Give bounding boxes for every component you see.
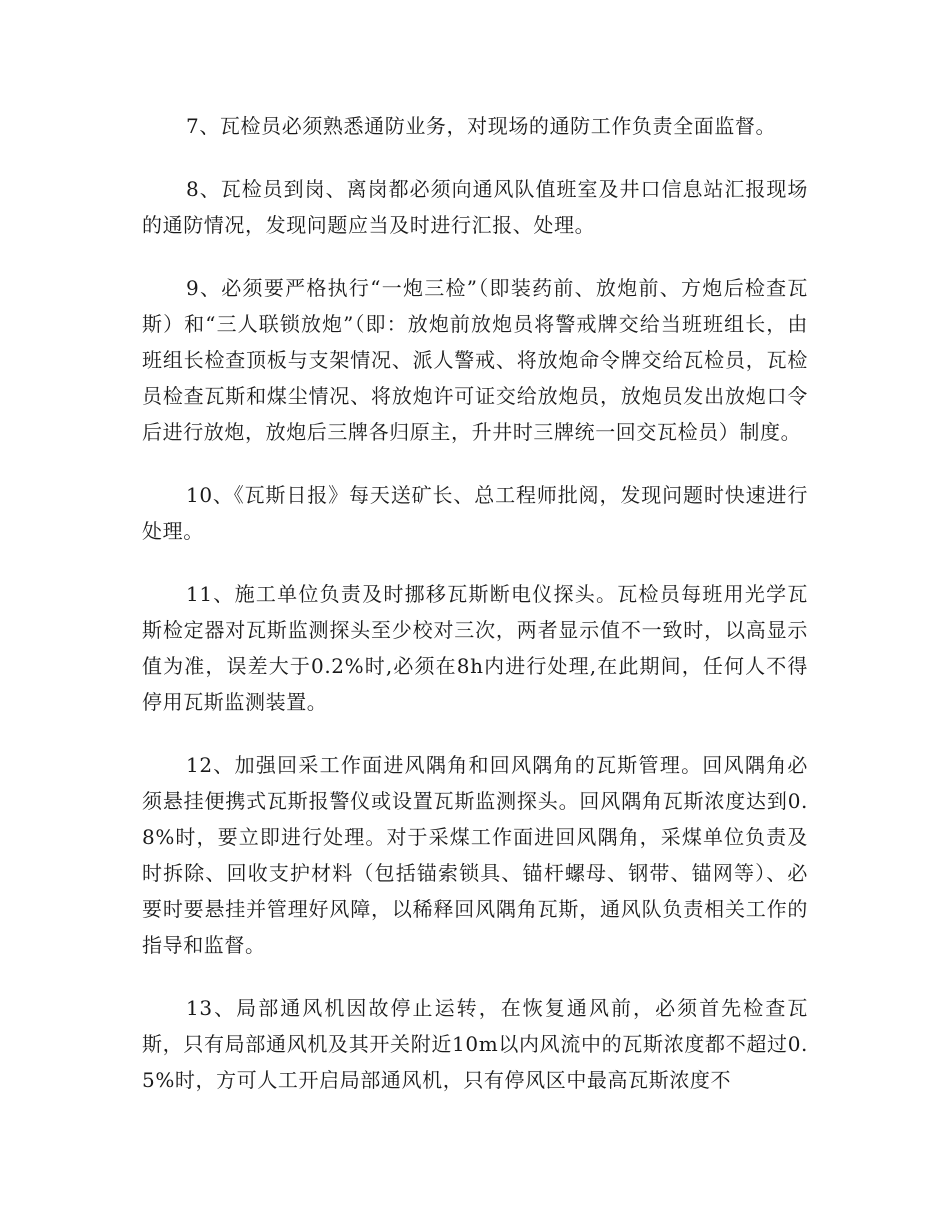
paragraph-item-11: 11、施工单位负责及时挪移瓦斯断电仪探头。瓦检员每班用光学瓦斯检定器对瓦斯监测探头至少校对三次，两者显示值不一致时，以高显示值为准，误差大于0.2%时,必须在8h内进行处理,在此期间，任何人不得停用瓦斯监测装置。 xyxy=(142,582,808,714)
paragraph-item-12: 12、加强回采工作面进风隅角和回风隅角的瓦斯管理。回风隅角必须悬挂便携式瓦斯报警仪或设置瓦斯监测探头。回风隅角瓦斯浓度达到0.8%时，要立即进行处理。对于采煤工作面进回风隅角，采煤单位负责及时拆除、回收支护材料（包括锚索锁具、锚杆螺母、钢带、锚网等）、必要时要悬挂并管理好风障，以稀释回风隅角瓦斯，通风队负责相关工作的指导和监督。 xyxy=(142,753,808,957)
paragraph-item-9: 9、必须要严格执行“一炮三检”（即装药前、放炮前、方炮后检查瓦斯）和“三人联锁放炮”（即：放炮前放炮员将警戒牌交给当班班组长，由班组长检查顶板与支架情况、派人警戒、将放炮命令牌交给瓦检员，瓦检员检查瓦斯和煤尘情况、将放炮许可证交给放炮员，放炮员发出放炮口令后进行放炮，放炮后三牌各归原主，升井时三牌统一回交瓦检员）制度。 xyxy=(142,276,808,444)
paragraph-item-8: 8、瓦检员到岗、离岗都必须向通风队值班室及井口信息站汇报现场的通防情况，发现问题应当及时进行汇报、处理。 xyxy=(142,177,808,237)
paragraph-item-7: 7、瓦检员必须熟悉通防业务，对现场的通防工作负责全面监督。 xyxy=(186,114,777,138)
document-body xyxy=(142,108,808,1125)
paragraph-item-10: 10、《瓦斯日报》每天送矿长、总工程师批阅，发现问题时快速进行处理。 xyxy=(142,483,808,543)
paragraph-item-13: 13、局部通风机因故停止运转，在恢复通风前，必须首先检查瓦斯，只有局部通风机及其开关附近10m以内风流中的瓦斯浓度都不超过0.5%时，方可人工开启局部通风机，只有停风区中最高瓦斯浓度不 xyxy=(142,996,808,1092)
